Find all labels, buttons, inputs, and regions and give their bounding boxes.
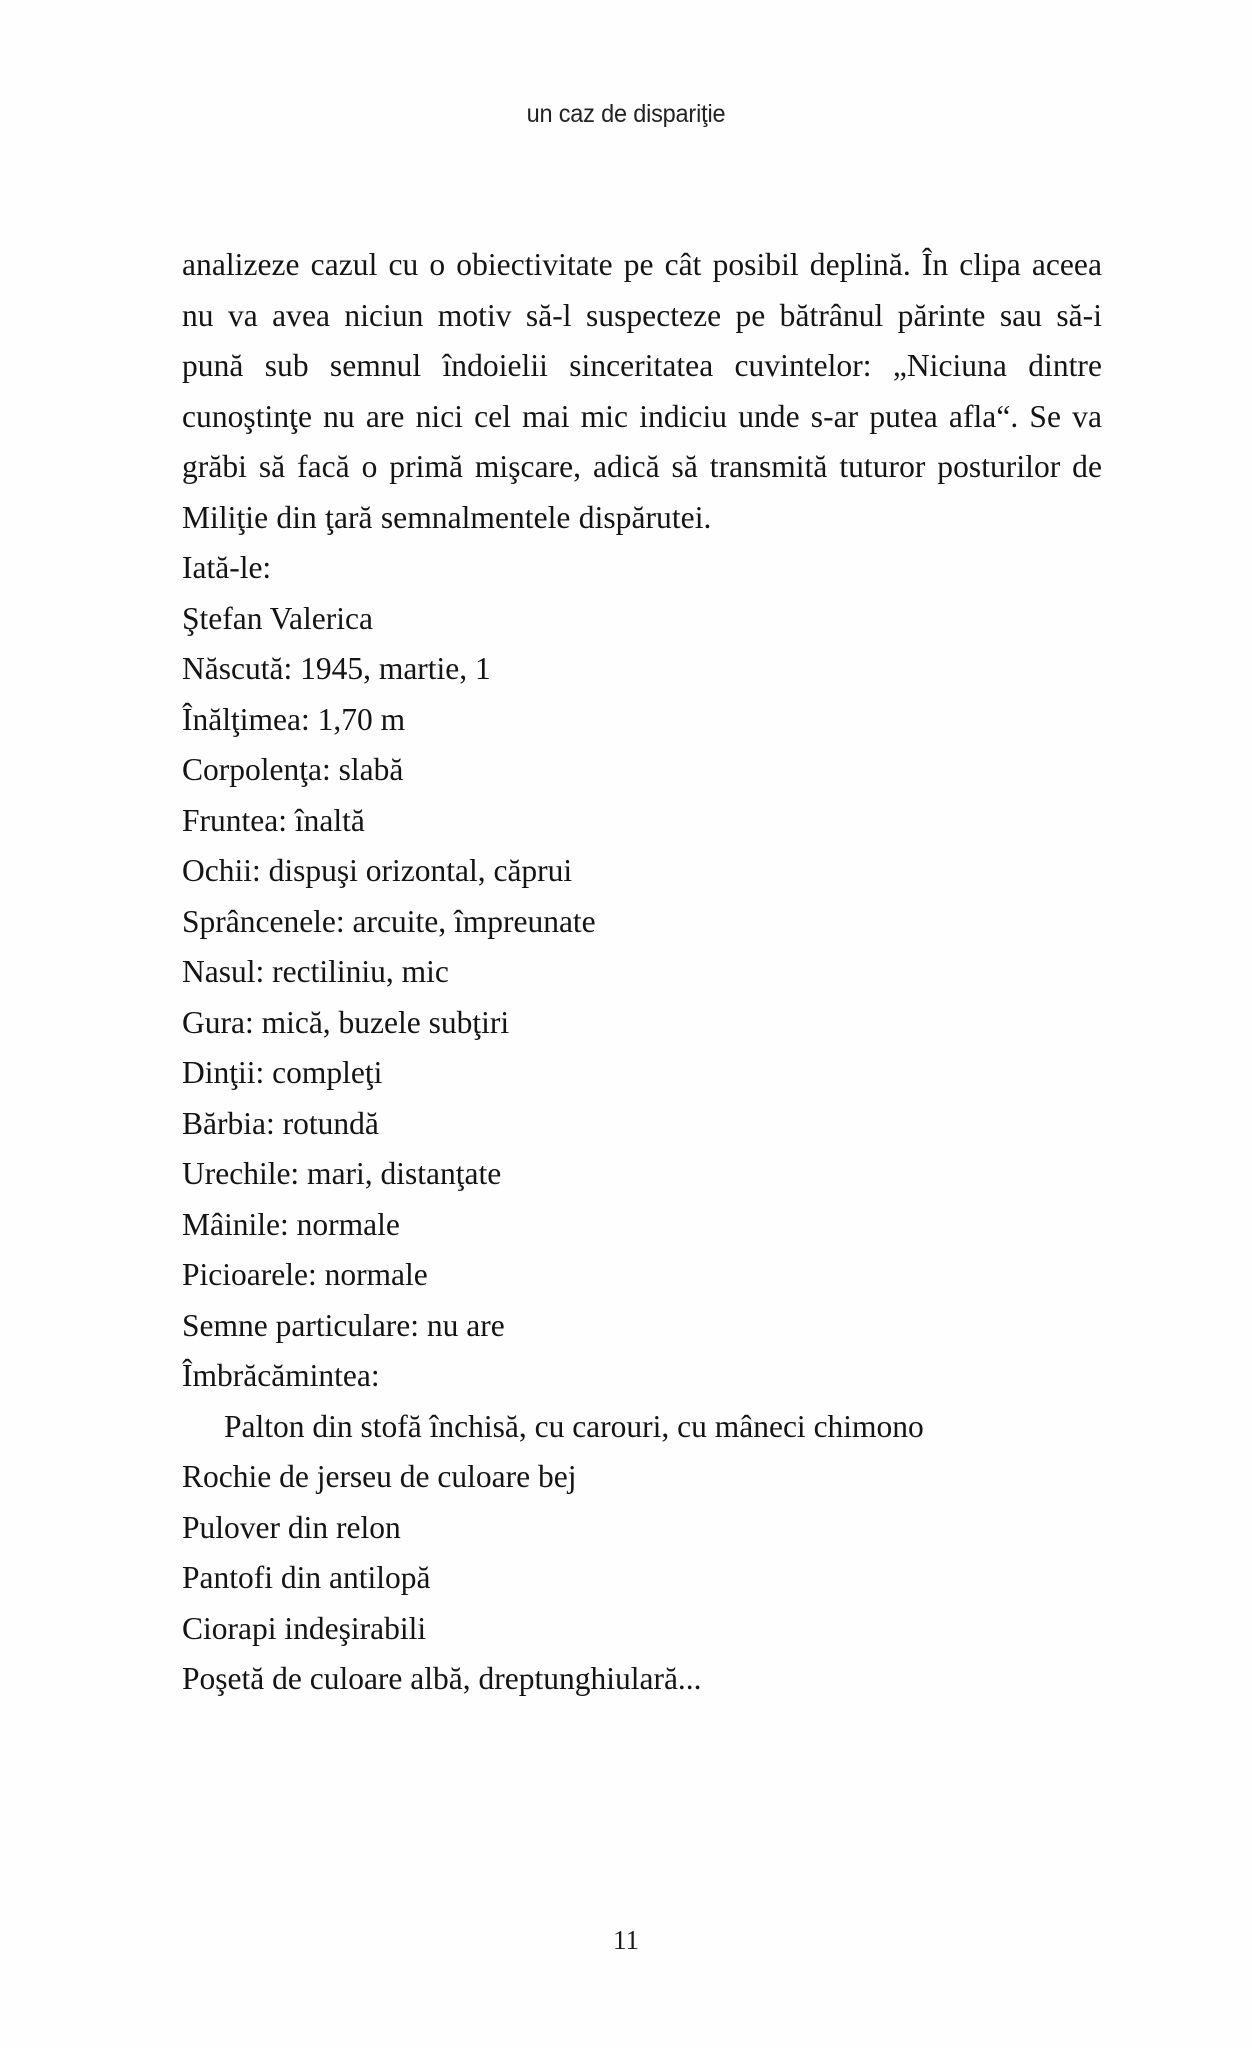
list-item: Ochii: dispuşi orizontal, căprui: [182, 853, 573, 888]
list-item: Gura: mică, buzele subţiri: [182, 1004, 510, 1040]
list-item: Mâinile: normale: [182, 1206, 400, 1242]
list-item: Semne particulare: nu are: [182, 1307, 505, 1343]
list-item-intro: Iată-le:: [182, 550, 272, 585]
list-item: Urechile: mari, distanţate: [182, 1156, 502, 1191]
list-item: Picioarele: normale: [182, 1257, 428, 1292]
list-item: Fruntea: înaltă: [182, 802, 365, 838]
list-item: Pulover din relon: [182, 1509, 401, 1545]
clothing-paragraph-text: Palton din stofă închisă, cu carouri, cu mâneci chimono: [224, 1408, 924, 1444]
clothing-paragraph: [182, 1402, 1102, 1453]
list-item: Poşetă de culoare albă, dreptunghiulară...: [182, 1661, 702, 1696]
list-item: Corpolenţa: slabă: [182, 752, 404, 787]
list-item: Sprâncenele: arcuite, împreunate: [182, 903, 596, 939]
text-block: [182, 240, 1102, 1705]
list-item: Pantofi din antilopă: [182, 1560, 431, 1595]
list-item: Rochie de jerseu de culoare bej: [182, 1459, 577, 1494]
list-item: Ciorapi indeşirabili: [182, 1610, 427, 1646]
running-head: un caz de dispariţie: [526, 100, 726, 128]
list-item: Îmbrăcămintea:: [182, 1358, 380, 1393]
signalment-list: [182, 543, 1102, 1402]
list-item: Ştefan Valerica: [182, 600, 373, 636]
list-item: Nasul: rectiliniu, mic: [182, 954, 449, 989]
list-item: Născută: 1945, martie, 1: [182, 651, 491, 686]
body-paragraph-1: analizeze cazul cu o obiectivitate pe cât posibil deplină. În clipa aceea nu va avea niciun motiv să-l suspecteze pe bătrânul părinte sau să-i pună sub semnul îndoielii sinceritatea cuvintelor: „Niciuna dintre cunoştinţe nu are nici cel mai mic indiciu unde s-ar putea afla“. Se va grăbi să facă o primă mişcare, adică să transmită tuturor posturilor de Miliţie din ţară semnalmentele dispărutei.: [182, 247, 1102, 535]
clothing-list: [182, 1452, 1102, 1705]
page-number: 11: [613, 1925, 639, 1955]
list-item: Bărbia: rotundă: [182, 1105, 379, 1141]
list-item: Înălţimea: 1,70 m: [182, 701, 406, 737]
list-item: Dinţii: compleţi: [182, 1055, 383, 1090]
